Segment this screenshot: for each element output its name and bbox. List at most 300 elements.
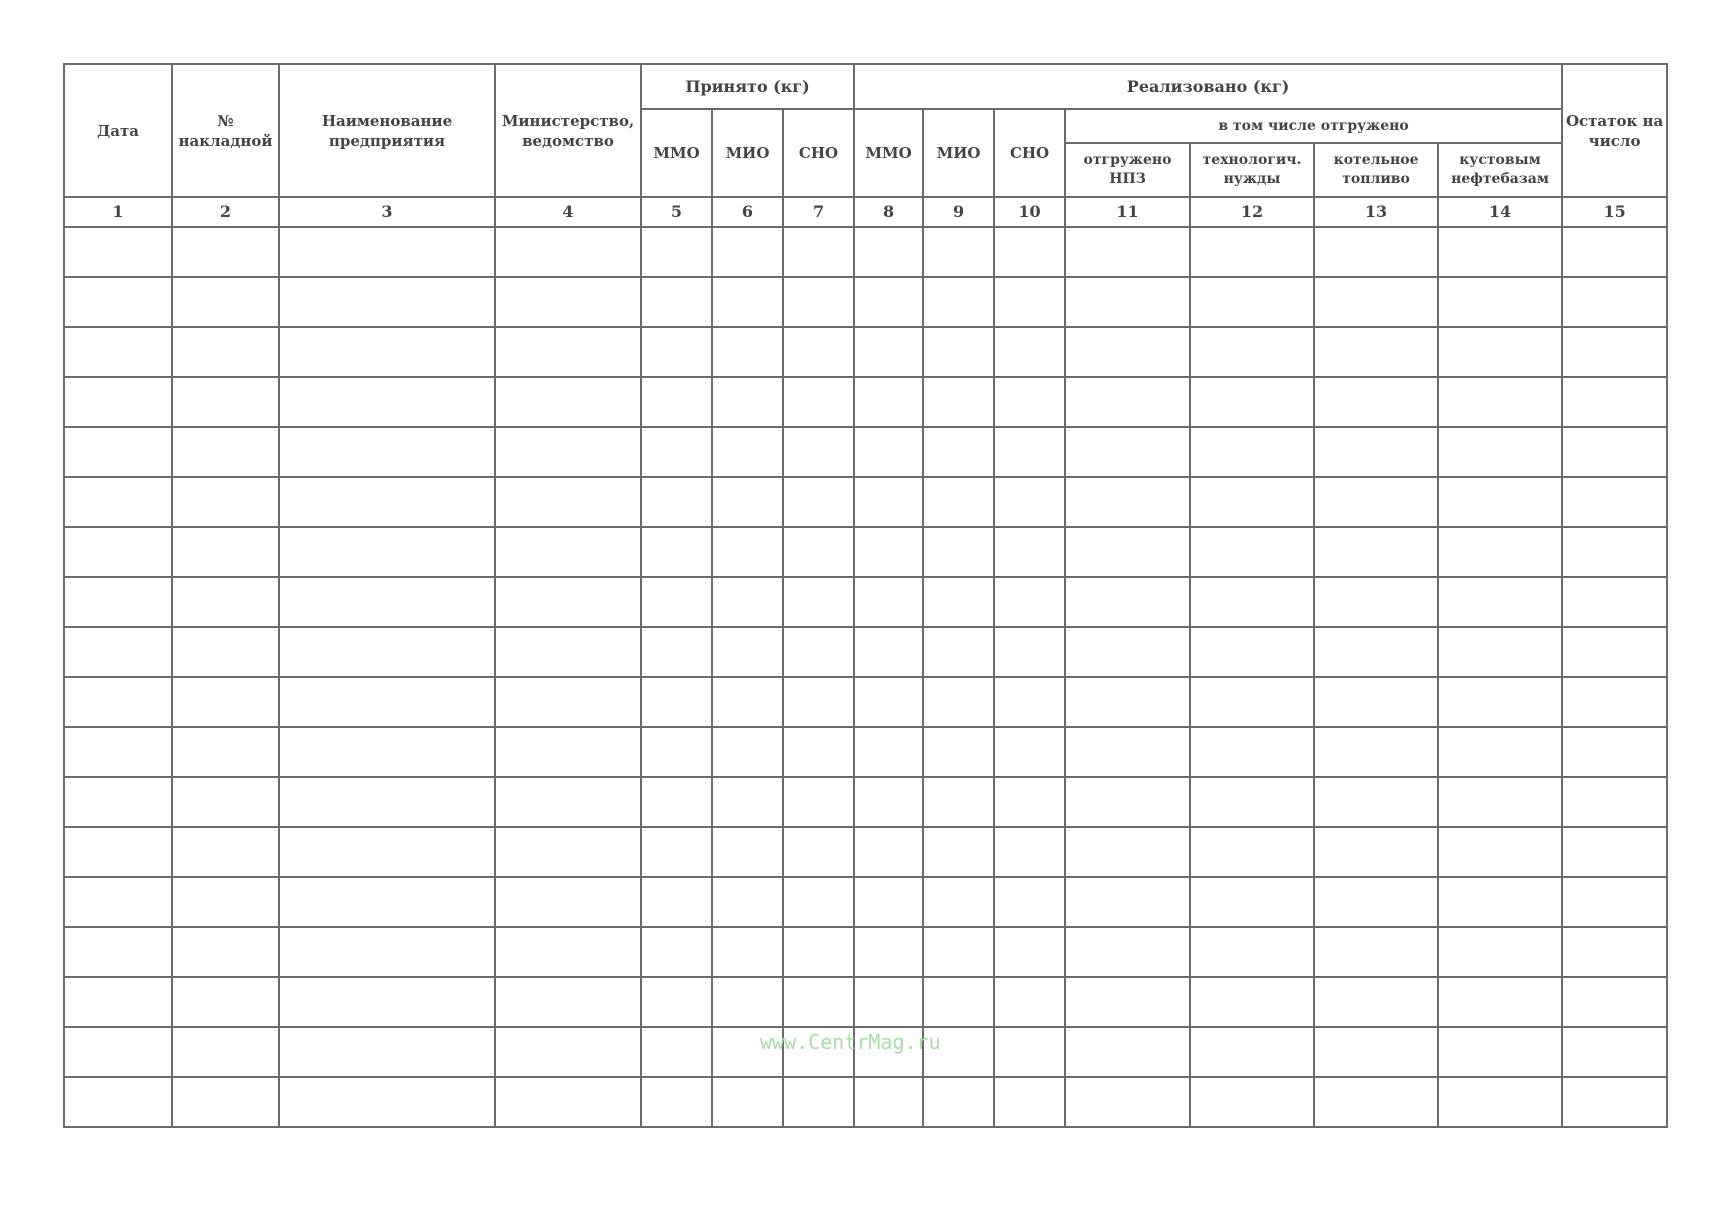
entry-cell[interactable] [1314,827,1438,877]
entry-cell[interactable] [1065,777,1190,827]
entry-cell[interactable] [1190,277,1314,327]
entry-cell[interactable] [854,677,923,727]
entry-cell[interactable] [1562,1027,1667,1077]
entry-cell[interactable] [1190,327,1314,377]
entry-cell[interactable] [1190,577,1314,627]
entry-cell[interactable] [172,277,279,327]
entry-cell[interactable] [923,627,994,677]
entry-cell[interactable] [1438,477,1562,527]
entry-cell[interactable] [641,527,712,577]
entry-cell[interactable] [854,227,923,277]
entry-cell[interactable] [495,977,641,1027]
entry-cell[interactable] [279,1077,495,1127]
entry-cell[interactable] [712,227,783,277]
entry-cell[interactable] [172,1077,279,1127]
column-number: 15 [1562,197,1667,227]
entry-cell[interactable] [783,827,854,877]
entry-cell[interactable] [1562,927,1667,977]
entry-cell[interactable] [994,427,1065,477]
column-number: 10 [994,197,1065,227]
entry-cell[interactable] [1314,1077,1438,1127]
entry-cell[interactable] [1190,777,1314,827]
entry-cell[interactable] [923,577,994,627]
entry-cell[interactable] [1438,927,1562,977]
entry-cell[interactable] [64,477,172,527]
entry-cell[interactable] [64,277,172,327]
entry-cell[interactable] [172,977,279,1027]
entry-cell[interactable] [1438,1027,1562,1077]
entry-cell[interactable] [64,977,172,1027]
entry-cell[interactable] [495,677,641,727]
entry-cell[interactable] [783,627,854,677]
entry-cell[interactable] [854,727,923,777]
entry-cell[interactable] [783,927,854,977]
header-sold-sno: СНО [994,109,1065,197]
entry-cell[interactable] [641,827,712,877]
entry-cell[interactable] [854,877,923,927]
entry-cell[interactable] [64,777,172,827]
entry-cell[interactable] [1314,427,1438,477]
entry-cell[interactable] [1314,1027,1438,1077]
entry-cell[interactable] [495,827,641,877]
entry-cell[interactable] [279,727,495,777]
entry-cell[interactable] [923,477,994,527]
entry-cell[interactable] [1438,327,1562,377]
entry-cell[interactable] [1314,577,1438,627]
entry-cell[interactable] [1314,727,1438,777]
entry-cell[interactable] [994,377,1065,427]
entry-cell[interactable] [172,927,279,977]
entry-cell[interactable] [1065,227,1190,277]
entry-cell[interactable] [641,627,712,677]
entry-cell[interactable] [1065,727,1190,777]
entry-cell[interactable] [495,427,641,477]
entry-cell[interactable] [641,1027,712,1077]
entry-cell[interactable] [1438,277,1562,327]
entry-cell[interactable] [854,527,923,577]
entry-cell[interactable] [923,327,994,377]
entry-cell[interactable] [1190,727,1314,777]
entry-cell[interactable] [1562,727,1667,777]
entry-cell[interactable] [641,577,712,627]
entry-cell[interactable] [1438,877,1562,927]
entry-cell[interactable] [923,427,994,477]
entry-cell[interactable] [279,527,495,577]
entry-cell[interactable] [783,277,854,327]
entry-cell[interactable] [1438,227,1562,277]
entry-cell[interactable] [1190,677,1314,727]
ledger-sheet [63,63,1668,1128]
entry-cell[interactable] [495,877,641,927]
header-accepted-sno: СНО [783,109,854,197]
column-number: 8 [854,197,923,227]
entry-cell[interactable] [923,377,994,427]
entry-cell[interactable] [64,1027,172,1077]
entry-cell[interactable] [854,1077,923,1127]
entry-cell[interactable] [712,377,783,427]
entry-cell[interactable] [1065,277,1190,327]
entry-cell[interactable] [923,1077,994,1127]
entry-cell[interactable] [994,477,1065,527]
entry-cell[interactable] [994,327,1065,377]
entry-cell[interactable] [172,1027,279,1077]
entry-cell[interactable] [1562,527,1667,577]
entry-cell[interactable] [1190,477,1314,527]
column-number: 12 [1190,197,1314,227]
column-number: 9 [923,197,994,227]
entry-cell[interactable] [712,777,783,827]
entry-cell[interactable] [923,977,994,1027]
entry-cell[interactable] [1065,1077,1190,1127]
entry-cell[interactable] [172,377,279,427]
table-row [64,677,1667,727]
entry-cell[interactable] [1562,577,1667,627]
entry-cell[interactable] [854,977,923,1027]
entry-cell[interactable] [172,677,279,727]
header-date: Дата [64,64,172,197]
entry-cell[interactable] [641,927,712,977]
entry-cell[interactable] [1190,527,1314,577]
entry-cell[interactable] [1190,427,1314,477]
entry-cell[interactable] [64,577,172,627]
entry-cell[interactable] [279,1027,495,1077]
entry-cell[interactable] [172,877,279,927]
entry-cell[interactable] [279,427,495,477]
entry-cell[interactable] [854,927,923,977]
entry-cell[interactable] [994,577,1065,627]
entry-cell[interactable] [783,477,854,527]
table-row [64,527,1667,577]
entry-cell[interactable] [994,1027,1065,1077]
column-number: 1 [64,197,172,227]
entry-cell[interactable] [994,977,1065,1027]
entry-cell[interactable] [1314,777,1438,827]
table-row [64,477,1667,527]
entry-cell[interactable] [495,727,641,777]
entry-cell[interactable] [641,977,712,1027]
entry-cell[interactable] [783,427,854,477]
entry-cell[interactable] [712,927,783,977]
entry-cell[interactable] [64,627,172,677]
entry-cell[interactable] [783,577,854,627]
entry-cell[interactable] [1190,927,1314,977]
entry-cell[interactable] [923,777,994,827]
entry-cell[interactable] [1314,877,1438,927]
entry-cell[interactable] [783,727,854,777]
header-sold-group: Реализовано (кг) [854,64,1562,109]
entry-cell[interactable] [1190,1077,1314,1127]
header-accepted-group: Принято (кг) [641,64,854,109]
table-row [64,727,1667,777]
entry-cell[interactable] [172,777,279,827]
entry-cell[interactable] [1065,1027,1190,1077]
entry-cell[interactable] [923,877,994,927]
entry-cell[interactable] [854,777,923,827]
table-row [64,777,1667,827]
table-row [64,577,1667,627]
entry-cell[interactable] [641,427,712,477]
entry-cell[interactable] [1065,927,1190,977]
column-number: 14 [1438,197,1562,227]
table-row [64,427,1667,477]
entry-cell[interactable] [854,427,923,477]
entry-cell[interactable] [712,327,783,377]
entry-cell[interactable] [783,227,854,277]
entry-cell[interactable] [1190,827,1314,877]
entry-cell[interactable] [64,377,172,427]
entry-cell[interactable] [1562,427,1667,477]
entry-cell[interactable] [495,927,641,977]
entry-cell[interactable] [64,827,172,877]
entry-cell[interactable] [279,277,495,327]
entry-cell[interactable] [279,977,495,1027]
entry-cell[interactable] [1065,877,1190,927]
entry-cell[interactable] [1438,677,1562,727]
entry-cell[interactable] [64,527,172,577]
entry-cell[interactable] [712,477,783,527]
entry-cell[interactable] [854,827,923,877]
entry-cell[interactable] [1190,1027,1314,1077]
entry-cell[interactable] [1562,227,1667,277]
entry-cell[interactable] [641,277,712,327]
entry-cell[interactable] [1065,677,1190,727]
entry-cell[interactable] [1190,627,1314,677]
header-sold-mio: МИО [923,109,994,197]
entry-cell[interactable] [854,627,923,677]
table-row [64,1077,1667,1127]
entry-cell[interactable] [279,377,495,427]
entry-cell[interactable] [172,327,279,377]
entry-cell[interactable] [1065,327,1190,377]
entry-cell[interactable] [994,277,1065,327]
entry-cell[interactable] [783,977,854,1027]
entry-cell[interactable] [994,527,1065,577]
column-number-row [64,197,1667,227]
entry-cell[interactable] [279,327,495,377]
entry-cell[interactable] [923,827,994,877]
entry-cell[interactable] [1562,977,1667,1027]
entry-cell[interactable] [1314,527,1438,577]
entry-cell[interactable] [1065,477,1190,527]
entry-cell[interactable] [1314,227,1438,277]
entry-cell[interactable] [1314,277,1438,327]
entry-cell[interactable] [994,727,1065,777]
header-accepted-mio: МИО [712,109,783,197]
entry-cell[interactable] [994,627,1065,677]
entry-cell[interactable] [1438,827,1562,877]
entry-cell[interactable] [712,727,783,777]
entry-cell[interactable] [172,527,279,577]
entry-cell[interactable] [1438,1077,1562,1127]
header-sold-mmo: ММО [854,109,923,197]
entry-cell[interactable] [1562,877,1667,927]
entry-cell[interactable] [712,627,783,677]
entry-cell[interactable] [64,677,172,727]
entry-cell[interactable] [712,427,783,477]
entry-cell[interactable] [64,877,172,927]
entry-cell[interactable] [495,377,641,427]
entry-cell[interactable] [641,327,712,377]
entry-cell[interactable] [923,727,994,777]
entry-cell[interactable] [994,827,1065,877]
entry-cell[interactable] [172,427,279,477]
entry-cell[interactable] [994,877,1065,927]
entry-cell[interactable] [641,227,712,277]
entry-cell[interactable] [783,527,854,577]
entry-cell[interactable] [279,927,495,977]
entry-cell[interactable] [854,377,923,427]
entry-cell[interactable] [783,377,854,427]
entry-cell[interactable] [641,777,712,827]
ledger-header [64,64,1667,227]
entry-cell[interactable] [923,527,994,577]
entry-cell[interactable] [641,377,712,427]
entry-cell[interactable] [1314,677,1438,727]
entry-cell[interactable] [1065,377,1190,427]
entry-cell[interactable] [64,227,172,277]
entry-cell[interactable] [279,227,495,277]
entry-cell[interactable] [854,477,923,527]
entry-cell[interactable] [1438,777,1562,827]
header-technological-needs: технологич. нужды [1190,143,1314,197]
entry-cell[interactable] [1314,627,1438,677]
entry-cell[interactable] [923,927,994,977]
entry-cell[interactable] [783,777,854,827]
entry-cell[interactable] [495,577,641,627]
entry-cell[interactable] [641,877,712,927]
entry-cell[interactable] [783,327,854,377]
entry-cell[interactable] [495,477,641,527]
entry-cell[interactable] [641,477,712,527]
entry-cell[interactable] [994,777,1065,827]
entry-cell[interactable] [712,1077,783,1127]
entry-cell[interactable] [1562,327,1667,377]
entry-cell[interactable] [923,677,994,727]
entry-cell[interactable] [1438,527,1562,577]
entry-cell[interactable] [172,227,279,277]
entry-cell[interactable] [923,227,994,277]
entry-cell[interactable] [1438,427,1562,477]
entry-cell[interactable] [495,1077,641,1127]
entry-cell[interactable] [1065,827,1190,877]
entry-cell[interactable] [279,777,495,827]
entry-cell[interactable] [495,1027,641,1077]
entry-cell[interactable] [712,977,783,1027]
entry-cell[interactable] [1190,877,1314,927]
entry-cell[interactable] [1314,327,1438,377]
entry-cell[interactable] [712,577,783,627]
entry-cell[interactable] [1562,277,1667,327]
entry-cell[interactable] [64,427,172,477]
entry-cell[interactable] [783,677,854,727]
table-row [64,277,1667,327]
entry-cell[interactable] [1438,577,1562,627]
entry-cell[interactable] [495,777,641,827]
entry-cell[interactable] [1438,727,1562,777]
entry-cell[interactable] [783,1077,854,1127]
column-number: 5 [641,197,712,227]
entry-cell[interactable] [712,277,783,327]
entry-cell[interactable] [854,277,923,327]
entry-cell[interactable] [712,677,783,727]
entry-cell[interactable] [641,1077,712,1127]
entry-cell[interactable] [64,1077,172,1127]
table-row [64,227,1667,277]
entry-cell[interactable] [994,227,1065,277]
entry-cell[interactable] [1562,677,1667,727]
entry-cell[interactable] [854,327,923,377]
entry-cell[interactable] [712,827,783,877]
entry-cell[interactable] [172,827,279,877]
entry-cell[interactable] [279,827,495,877]
entry-cell[interactable] [172,477,279,527]
entry-cell[interactable] [495,327,641,377]
entry-cell[interactable] [1065,627,1190,677]
entry-cell[interactable] [279,877,495,927]
entry-cell[interactable] [712,877,783,927]
entry-cell[interactable] [1065,977,1190,1027]
entry-cell[interactable] [854,577,923,627]
entry-cell[interactable] [279,627,495,677]
entry-cell[interactable] [279,677,495,727]
header-cluster-depots: кустовым нефтебазам [1438,143,1562,197]
entry-cell[interactable] [1190,227,1314,277]
entry-cell[interactable] [64,327,172,377]
entry-cell[interactable] [1562,377,1667,427]
entry-cell[interactable] [923,277,994,327]
entry-cell[interactable] [495,527,641,577]
table-row [64,327,1667,377]
entry-cell[interactable] [495,627,641,677]
entry-cell[interactable] [172,577,279,627]
entry-cell[interactable] [64,727,172,777]
entry-cell[interactable] [1314,977,1438,1027]
entry-cell[interactable] [64,927,172,977]
entry-cell[interactable] [495,227,641,277]
entry-cell[interactable] [994,677,1065,727]
entry-cell[interactable] [712,527,783,577]
entry-cell[interactable] [641,677,712,727]
entry-cell[interactable] [1562,777,1667,827]
entry-cell[interactable] [1314,377,1438,427]
entry-cell[interactable] [1065,427,1190,477]
entry-cell[interactable] [994,1077,1065,1127]
entry-cell[interactable] [1314,477,1438,527]
entry-cell[interactable] [641,727,712,777]
entry-cell[interactable] [172,727,279,777]
entry-cell[interactable] [1438,627,1562,677]
entry-cell[interactable] [783,877,854,927]
entry-cell[interactable] [1065,527,1190,577]
entry-cell[interactable] [279,477,495,527]
table-row [64,927,1667,977]
entry-cell[interactable] [1438,377,1562,427]
entry-cell[interactable] [1562,1077,1667,1127]
ledger-body [64,227,1667,1127]
entry-cell[interactable] [1314,927,1438,977]
entry-cell[interactable] [1438,977,1562,1027]
entry-cell[interactable] [1190,977,1314,1027]
entry-cell[interactable] [994,927,1065,977]
entry-cell[interactable] [1065,577,1190,627]
entry-cell[interactable] [279,577,495,627]
entry-cell[interactable] [495,277,641,327]
entry-cell[interactable] [172,627,279,677]
entry-cell[interactable] [1562,827,1667,877]
entry-cell[interactable] [1562,477,1667,527]
entry-cell[interactable] [1190,377,1314,427]
entry-cell[interactable] [1562,627,1667,677]
